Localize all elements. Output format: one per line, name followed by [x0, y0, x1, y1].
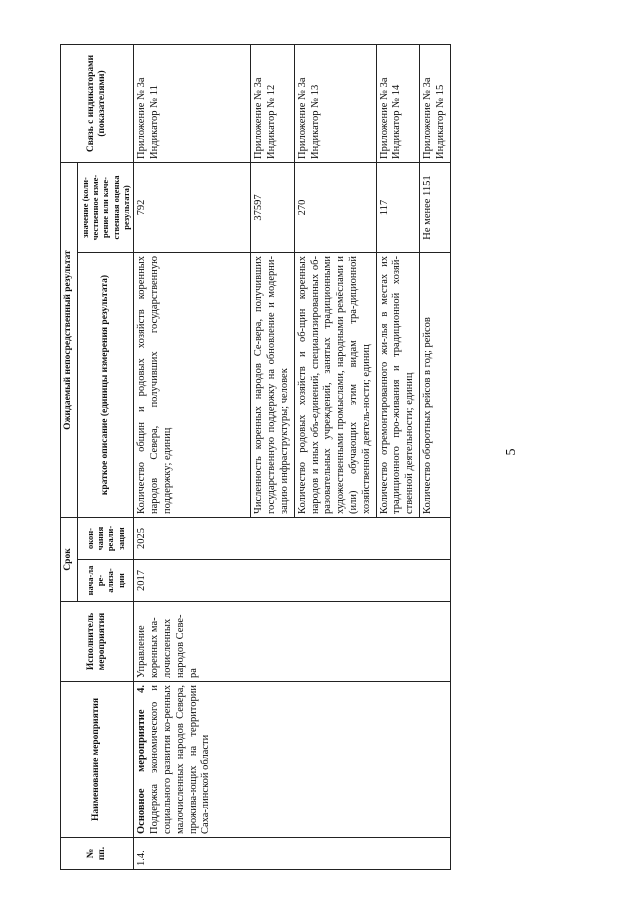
table-row [134, 45, 251, 870]
result-desc: Количество оборотных рейсов в год; рейсов [419, 253, 450, 518]
header-term-end: окон-чания реали-зации [77, 518, 134, 560]
page-number: 5 [504, 448, 519, 456]
result-link: Приложение № 3а Индикатор № 12 [251, 45, 294, 163]
activity-name-cell [134, 682, 450, 838]
header-result-desc: краткое описание (единицы измерения результата) [77, 253, 134, 518]
result-value: 792 [134, 163, 251, 253]
result-desc: Количество отремонтированного жи-лья в местах их традиционного про-живания и традиционной хозяй-ственной деятельности; единиц [376, 253, 419, 518]
result-link: Приложение № 3а Индикатор № 15 [419, 45, 450, 163]
start-year: 2017 [134, 560, 450, 602]
result-desc: Количество родовых хозяйств и об-щин коренных народов и иных объ-единений, специализированных об-разовательных учреждений, занятых традиционными художественными промыслами, народными ремёслами и (или) обучающих этим видам тра-диционной хозяйственной деятель-ности; единиц [294, 253, 376, 518]
result-link: Приложение № 3а Индикатор № 11 [134, 45, 251, 163]
header-link: Связь с индикаторами (показателями) [61, 45, 134, 163]
result-value: Не менее 1151 [419, 163, 450, 253]
result-link: Приложение № 3а Индикатор № 14 [376, 45, 419, 163]
result-value: 117 [376, 163, 419, 253]
result-value: 37597 [251, 163, 294, 253]
header-result: Ожидаемый непосредственный результат [61, 163, 78, 518]
activity-title: Основное мероприятие 4. [136, 685, 148, 834]
program-table [60, 44, 451, 870]
result-desc: Численность коренных народов Се-вера, получивших государственную поддержку на обновление и модерни-зацию инфраструктуры; человек [251, 253, 294, 518]
header-num: № пп. [61, 838, 134, 870]
result-value: 270 [294, 163, 376, 253]
row-number: 1.4. [134, 838, 450, 870]
header-row-1 [61, 45, 78, 870]
activity-description: Поддержка экономического и социального развития ко-ренных малочисленных народов Севера, прожива-ющих на территории Саха-линской области [149, 685, 212, 834]
header-result-value: значение (коли-чественное изме-рение или каче-ственная оценка результата) [77, 163, 134, 253]
header-term-start: нача-ла ре-ализа-ции [77, 560, 134, 602]
executor-cell: Управление коренных ма-лочисленных народов Севе-ра [134, 602, 450, 682]
header-term: Срок [61, 518, 78, 602]
header-executor: Исполнитель мероприятия [61, 602, 134, 682]
result-desc: Количество общин и родовых хозяйств коренных народов Севера, получивших государственную поддержку; единиц [134, 253, 251, 518]
end-year: 2025 [134, 518, 450, 560]
result-link: Приложение № 3а Индикатор № 13 [294, 45, 376, 163]
header-name: Наименование мероприятия [61, 682, 134, 838]
rotated-table-container [60, 45, 500, 870]
